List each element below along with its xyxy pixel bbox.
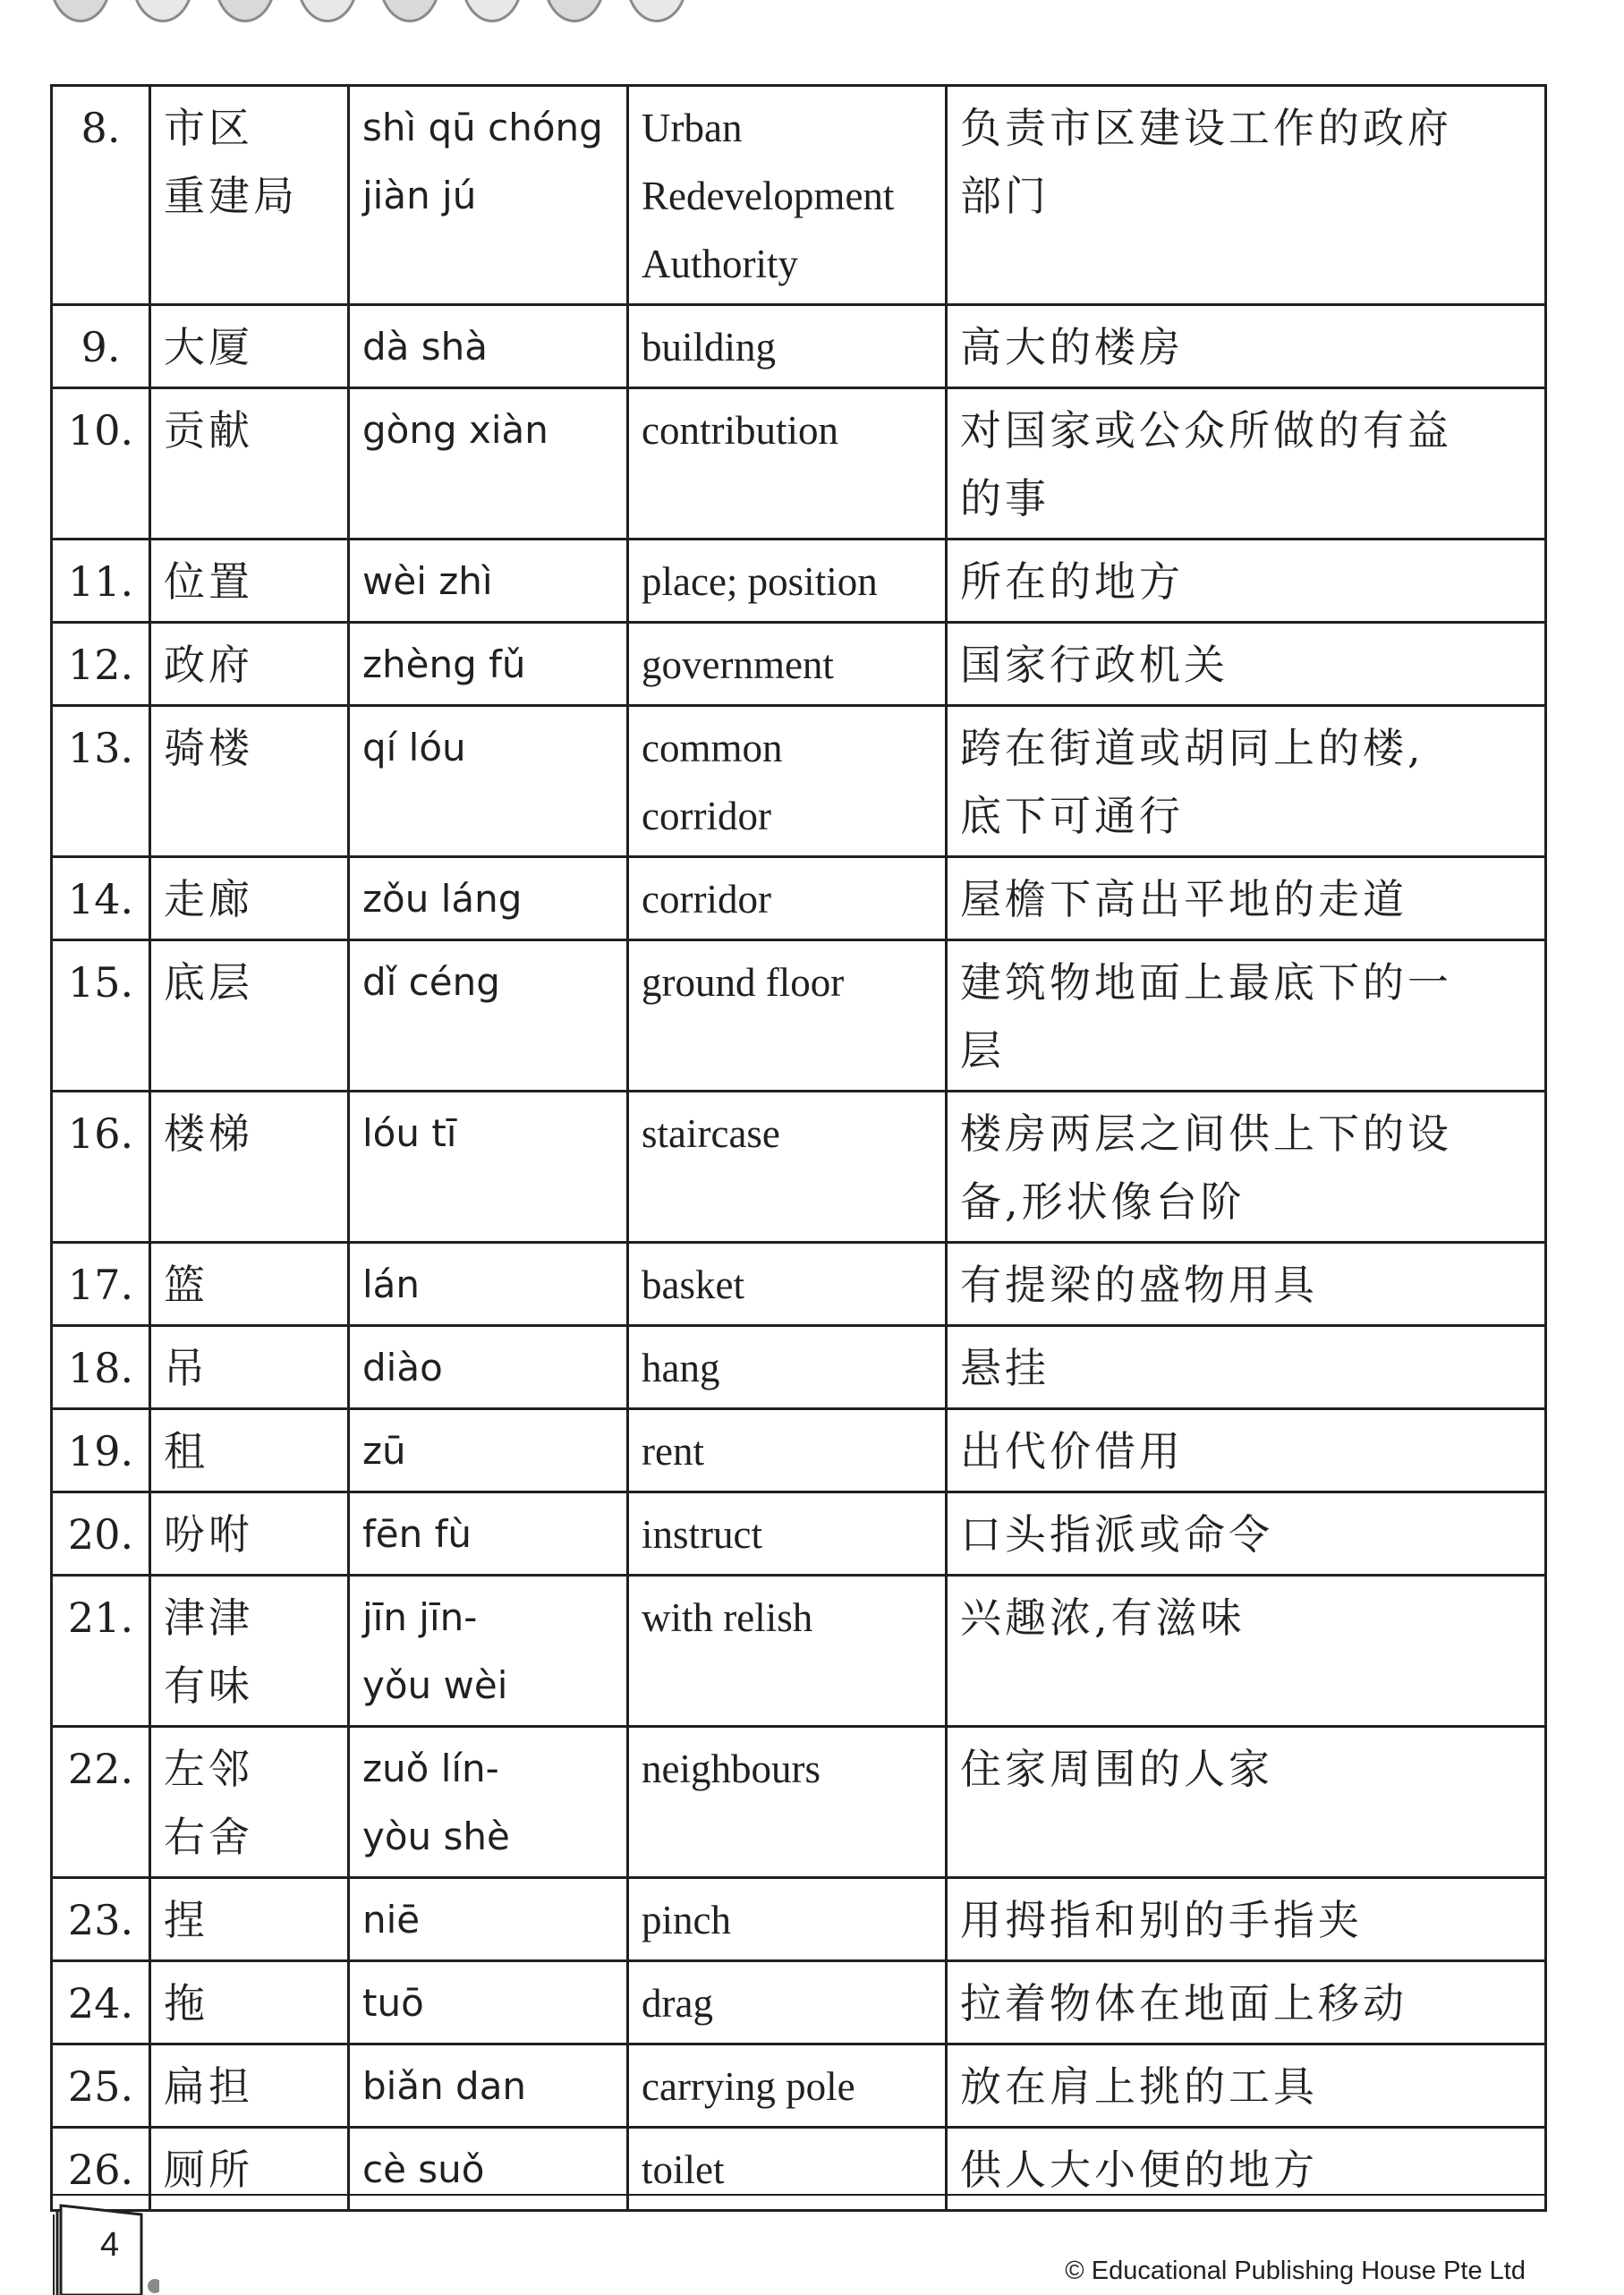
pinyin: jīn jīn- yǒu wèi	[349, 1576, 628, 1727]
entry-number: 18.	[52, 1326, 150, 1409]
page-number: 4	[100, 2226, 120, 2264]
entry-number: 11.	[52, 540, 150, 623]
chinese-definition: 有提梁的盛物用具	[947, 1243, 1546, 1326]
english-meaning: staircase	[628, 1092, 947, 1243]
chinese-word: 左邻 右舍	[150, 1727, 349, 1878]
chinese-word: 拖	[150, 1961, 349, 2044]
entry-number: 20.	[52, 1492, 150, 1576]
chinese-word: 位置	[150, 540, 349, 623]
chinese-word: 走廊	[150, 857, 349, 940]
english-meaning: neighbours	[628, 1727, 947, 1878]
pinyin: wèi zhì	[349, 540, 628, 623]
chinese-definition: 放在肩上挑的工具	[947, 2044, 1546, 2128]
english-meaning: ground floor	[628, 940, 947, 1092]
chinese-word: 吩咐	[150, 1492, 349, 1576]
decorative-circle	[543, 0, 606, 22]
entry-number: 9.	[52, 305, 150, 388]
table-row	[52, 1576, 1546, 1727]
chinese-definition: 负责市区建设工作的政府 部门	[947, 86, 1546, 305]
chinese-word: 吊	[150, 1326, 349, 1409]
english-meaning: place; position	[628, 540, 947, 623]
decorative-circle	[461, 0, 523, 22]
chinese-word: 扁担	[150, 2044, 349, 2128]
english-meaning: drag	[628, 1961, 947, 2044]
pinyin: lán	[349, 1243, 628, 1326]
chinese-definition: 对国家或公众所做的有益 的事	[947, 388, 1546, 540]
table-row	[52, 305, 1546, 388]
table-row	[52, 1961, 1546, 2044]
chinese-definition: 供人大小便的地方	[947, 2128, 1546, 2211]
pinyin: gòng xiàn	[349, 388, 628, 540]
english-meaning: hang	[628, 1326, 947, 1409]
table-row	[52, 706, 1546, 857]
entry-number: 19.	[52, 1409, 150, 1492]
entry-number: 13.	[52, 706, 150, 857]
table-row	[52, 857, 1546, 940]
entry-number: 26.	[52, 2128, 150, 2211]
english-meaning: with relish	[628, 1576, 947, 1727]
chinese-word: 租	[150, 1409, 349, 1492]
entry-number: 15.	[52, 940, 150, 1092]
pinyin: fēn fù	[349, 1492, 628, 1576]
table-row	[52, 540, 1546, 623]
pinyin: niē	[349, 1878, 628, 1961]
chinese-definition: 用拇指和别的手指夹	[947, 1878, 1546, 1961]
english-meaning: corridor	[628, 857, 947, 940]
entry-number: 22.	[52, 1727, 150, 1878]
entry-number: 23.	[52, 1878, 150, 1961]
chinese-word: 楼梯	[150, 1092, 349, 1243]
chinese-definition: 高大的楼房	[947, 305, 1546, 388]
copyright-notice: © Educational Publishing House Pte Ltd	[1065, 2257, 1526, 2285]
footer-divider	[50, 2194, 1544, 2196]
pinyin: dà shà	[349, 305, 628, 388]
entry-number: 8.	[52, 86, 150, 305]
table-row	[52, 1878, 1546, 1961]
pinyin: qí lóu	[349, 706, 628, 857]
pinyin: zū	[349, 1409, 628, 1492]
decorative-circle	[214, 0, 276, 22]
entry-number: 12.	[52, 623, 150, 706]
chinese-definition: 所在的地方	[947, 540, 1546, 623]
chinese-definition: 跨在街道或胡同上的楼, 底下可通行	[947, 706, 1546, 857]
chinese-word: 津津 有味	[150, 1576, 349, 1727]
table-row	[52, 2128, 1546, 2211]
english-meaning: government	[628, 623, 947, 706]
chinese-definition: 口头指派或命令	[947, 1492, 1546, 1576]
pinyin: tuō	[349, 1961, 628, 2044]
entry-number: 14.	[52, 857, 150, 940]
chinese-word: 底层	[150, 940, 349, 1092]
pinyin: zǒu láng	[349, 857, 628, 940]
english-meaning: common corridor	[628, 706, 947, 857]
decorative-circle	[625, 0, 688, 22]
vocabulary-table-body	[52, 86, 1546, 2211]
pinyin: cè suǒ	[349, 2128, 628, 2211]
entry-number: 16.	[52, 1092, 150, 1243]
table-row	[52, 940, 1546, 1092]
chinese-definition: 出代价借用	[947, 1409, 1546, 1492]
english-meaning: Urban Redevelopment Authority	[628, 86, 947, 305]
english-meaning: building	[628, 305, 947, 388]
chinese-definition: 拉着物体在地面上移动	[947, 1961, 1546, 2044]
chinese-word: 篮	[150, 1243, 349, 1326]
english-meaning: toilet	[628, 2128, 947, 2211]
table-row	[52, 1727, 1546, 1878]
pinyin: diào	[349, 1326, 628, 1409]
decorative-circle	[132, 0, 194, 22]
chinese-word: 贡献	[150, 388, 349, 540]
entry-number: 25.	[52, 2044, 150, 2128]
top-decoration	[49, 0, 688, 22]
table-row	[52, 1409, 1546, 1492]
table-row	[52, 2044, 1546, 2128]
english-meaning: instruct	[628, 1492, 947, 1576]
chinese-word: 骑楼	[150, 706, 349, 857]
chinese-definition: 悬挂	[947, 1326, 1546, 1409]
chinese-word: 市区 重建局	[150, 86, 349, 305]
decorative-circle	[49, 0, 112, 22]
chinese-definition: 住家周围的人家	[947, 1727, 1546, 1878]
english-meaning: carrying pole	[628, 2044, 947, 2128]
english-meaning: pinch	[628, 1878, 947, 1961]
pinyin: shì qū chóng jiàn jú	[349, 86, 628, 305]
decorative-circle	[378, 0, 441, 22]
english-meaning: contribution	[628, 388, 947, 540]
chinese-word: 厕所	[150, 2128, 349, 2211]
chinese-word: 大厦	[150, 305, 349, 388]
chinese-word: 捏	[150, 1878, 349, 1961]
chinese-definition: 屋檐下高出平地的走道	[947, 857, 1546, 940]
entry-number: 10.	[52, 388, 150, 540]
pinyin: zhèng fǔ	[349, 623, 628, 706]
chinese-word: 政府	[150, 623, 349, 706]
pinyin: dǐ céng	[349, 940, 628, 1092]
table-row	[52, 1492, 1546, 1576]
table-row	[52, 623, 1546, 706]
table-row	[52, 388, 1546, 540]
table-row	[52, 1092, 1546, 1243]
chinese-definition: 楼房两层之间供上下的设 备,形状像台阶	[947, 1092, 1546, 1243]
pinyin: zuǒ lín- yòu shè	[349, 1727, 628, 1878]
table-row	[52, 1326, 1546, 1409]
pinyin: lóu tī	[349, 1092, 628, 1243]
entry-number: 21.	[52, 1576, 150, 1727]
entry-number: 24.	[52, 1961, 150, 2044]
decorative-circle	[296, 0, 359, 22]
vocabulary-table	[50, 84, 1547, 2212]
chinese-definition: 兴趣浓,有滋味	[947, 1576, 1546, 1727]
english-meaning: basket	[628, 1243, 947, 1326]
table-row	[52, 1243, 1546, 1326]
pinyin: biǎn dan	[349, 2044, 628, 2128]
entry-number: 17.	[52, 1243, 150, 1326]
chinese-definition: 建筑物地面上最底下的一 层	[947, 940, 1546, 1092]
chinese-definition: 国家行政机关	[947, 623, 1546, 706]
table-row	[52, 86, 1546, 305]
english-meaning: rent	[628, 1409, 947, 1492]
